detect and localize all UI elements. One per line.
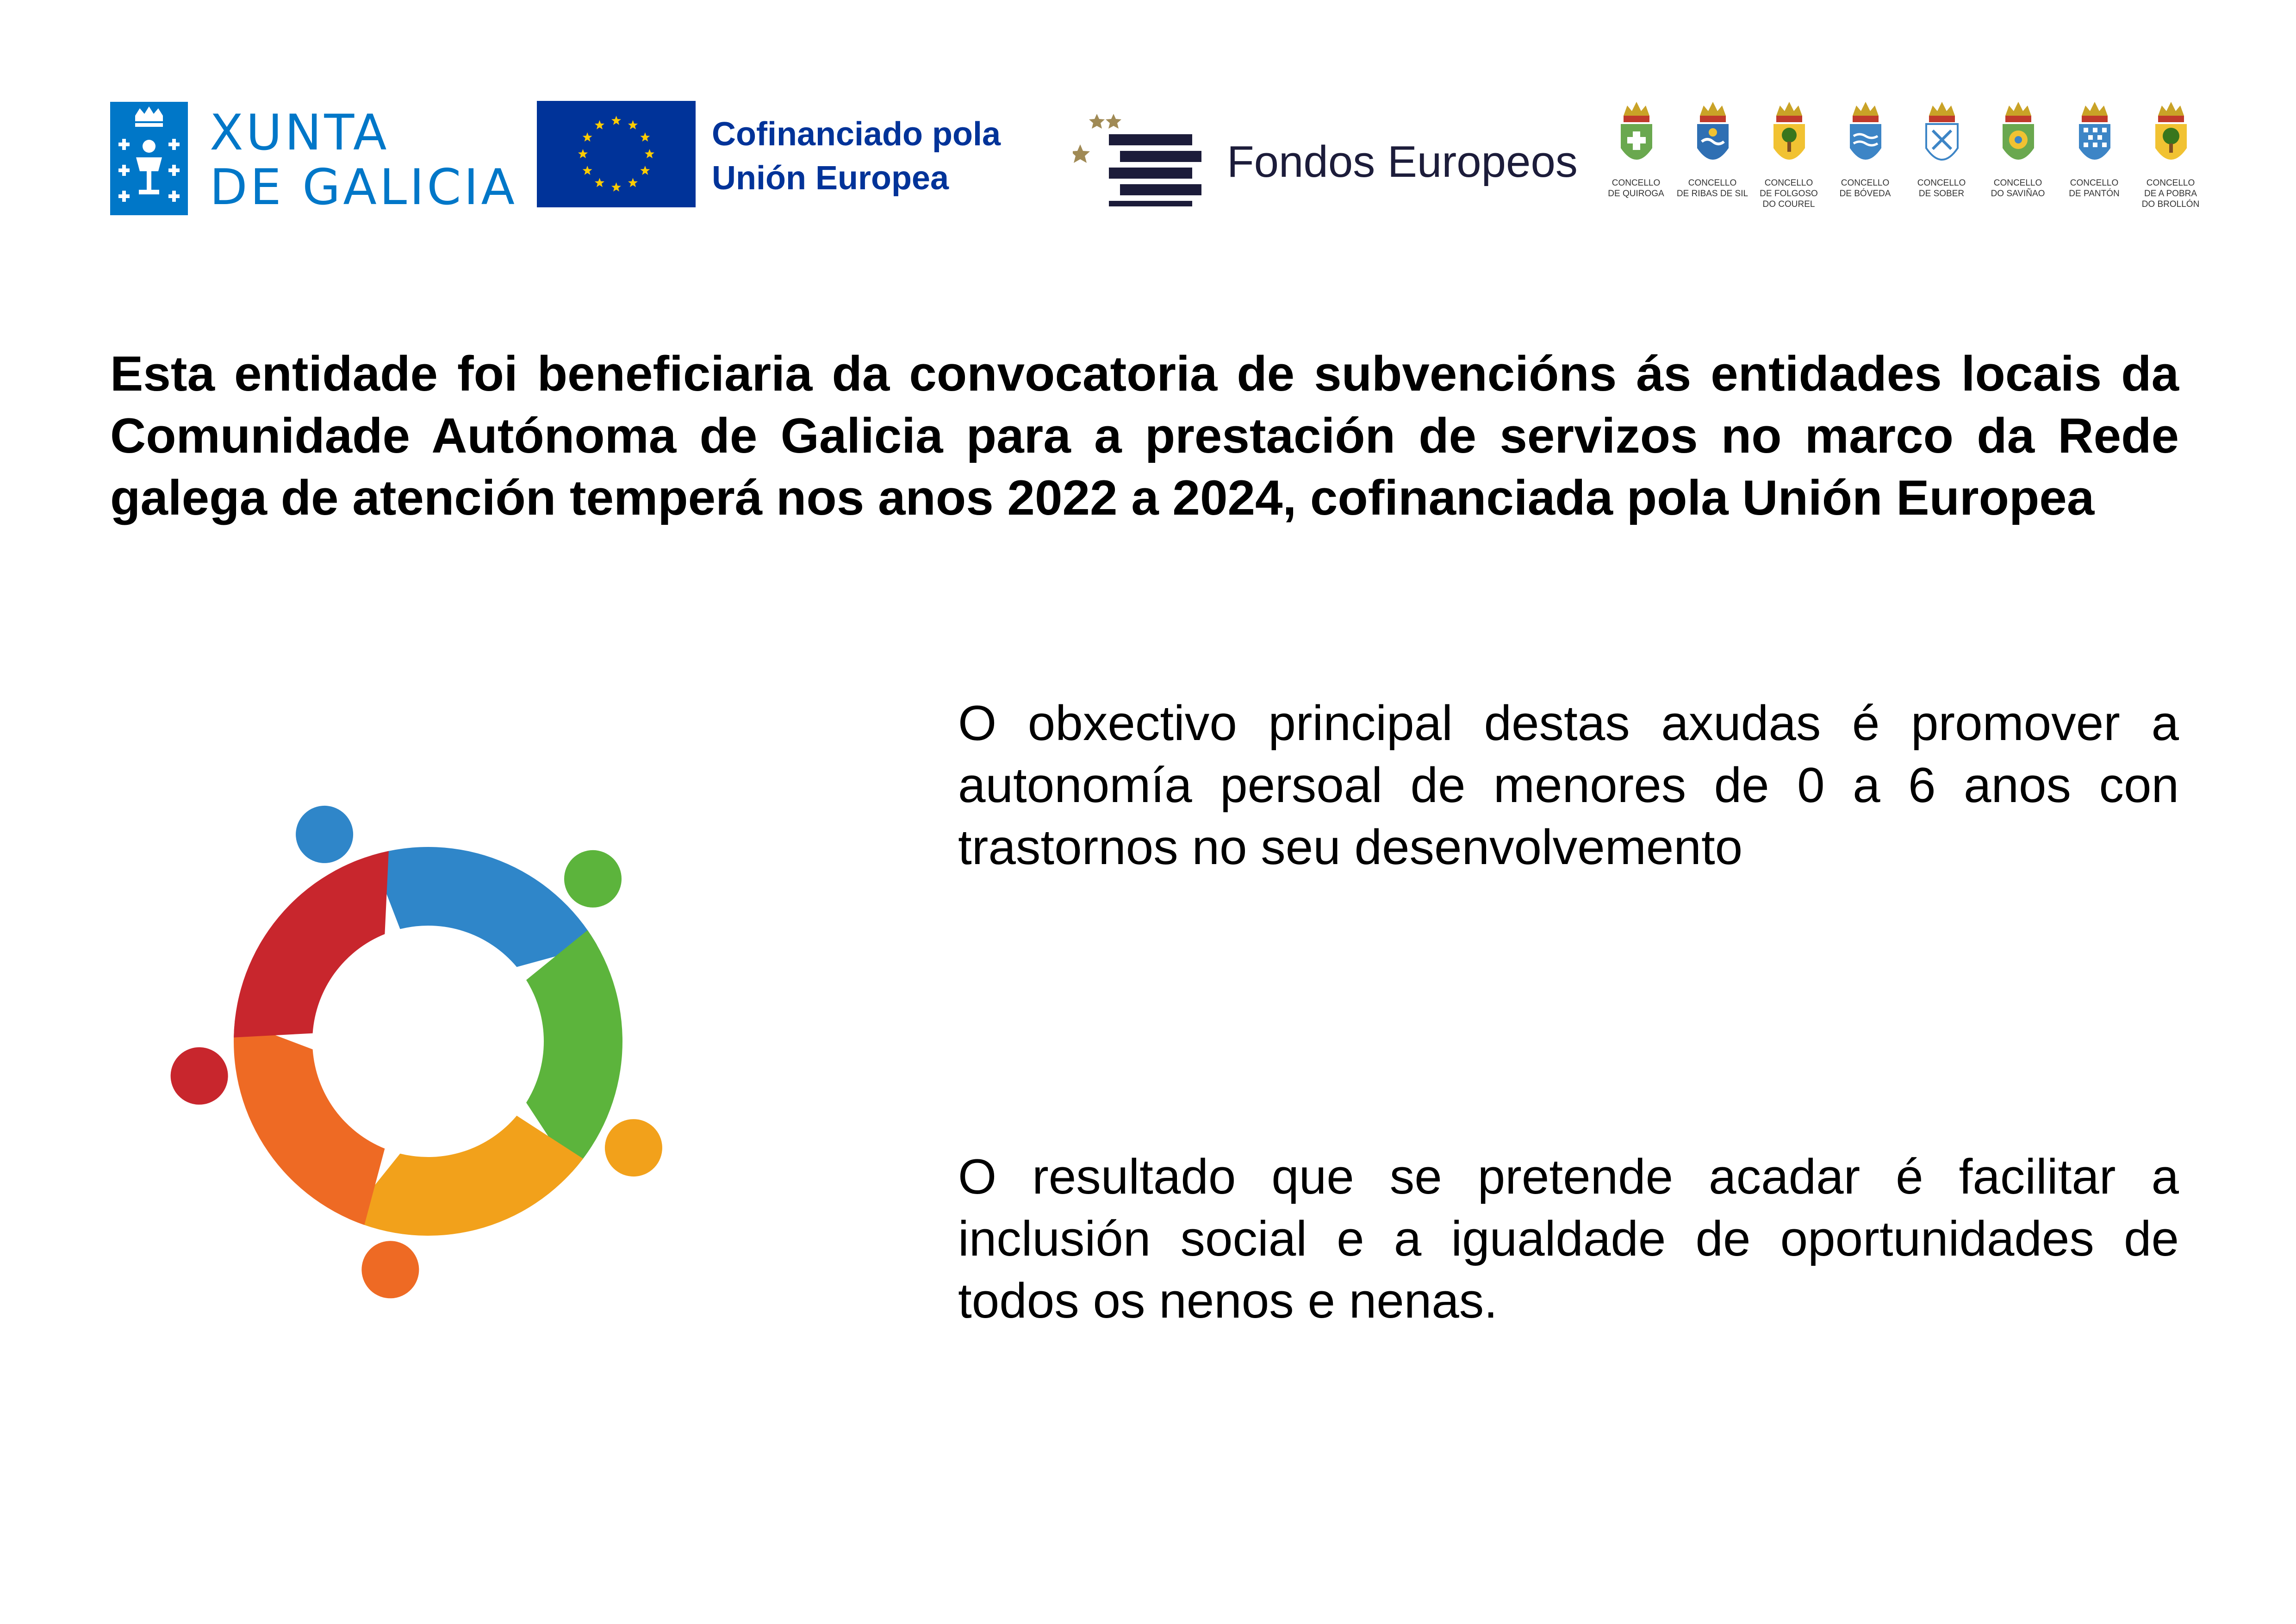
result-paragraph: O resultado que se pretende acadar é facilitar a inclusión social e a igualdade de oportunidades de todos os nenos e nenas. [958,1149,2179,1328]
eu-line2: Unión Europea [712,160,949,197]
xunta-line2: DE GALICIA [210,159,518,216]
eu-wordmark [712,112,1001,200]
xunta-wordmark [210,106,517,215]
eu-flag-icon [537,101,696,207]
concello-ribas-de-sil [1678,97,1747,218]
folgoso-do-courel-coat-of-arms-icon [1771,97,1808,174]
person-head [564,850,622,908]
fondos-europeos-wordmark: Fondos Europeos [1227,137,1578,187]
concello-boveda [1830,97,1900,218]
objective-paragraph: O obxectivo principal destas axudas é promover a autonomía persoal de menores de 0 a 6 anos con trastornos no seu desenvolvemento [958,695,2179,875]
fondos-europeos-emblem-icon [1073,111,1212,208]
fondos-europeos-logo [1073,111,1587,208]
concello-folgoso-do-courel-label: CONCELLO DE FOLGOSO DO COUREL [1760,178,1818,209]
concello-quiroga-label: CONCELLO DE QUIROGA [1608,178,1664,199]
beneficiary-statement: Esta entidade foi beneficiaria da convocatoria de subvencións ás entidades locais da Comunidade Autónoma de Galicia para a prestación de servizos no marco da Rede galega de atención temperá nos anos 2022 a 2024, cofinanciada pola Unión Europea [110,346,2179,525]
ribas-de-sil-coat-of-arms-icon [1694,97,1731,174]
eu-cofinanced-logo [537,101,1041,207]
sober-coat-of-arms-icon [1923,97,1960,174]
concello-panton [2060,97,2129,218]
concello-boveda-label: CONCELLO DE BÓVEDA [1839,178,1891,199]
boveda-coat-of-arms-icon [1847,97,1884,174]
people-circle-illustration [106,720,750,1363]
concello-a-pobra-do-brollon-label: CONCELLO DE A POBRA DO BROLLÓN [2141,178,2200,209]
person-figure [194,993,461,1310]
quiroga-coat-of-arms-icon [1618,97,1655,174]
xunta-emblem-icon [110,102,188,215]
person-figure [334,1076,670,1267]
concello-a-pobra-do-brollon [2136,97,2205,218]
person-head [288,798,361,871]
savinao-coat-of-arms-icon [2000,97,2037,174]
concello-sober [1907,97,1976,218]
concello-folgoso-do-courel [1754,97,1823,218]
eu-line1: Cofinanciado pola [712,116,1001,153]
xunta-de-galicia-logo [110,102,518,216]
panton-coat-of-arms-icon [2076,97,2113,174]
concellos-logos [1601,97,2212,218]
person-head [350,1230,430,1310]
person-head [159,1036,239,1116]
concello-panton-label: CONCELLO DE PANTÓN [2069,178,2120,199]
concello-savinao-label: CONCELLO DO SAVIÑAO [1991,178,2045,199]
xunta-line1: XUNTA [210,104,390,161]
concello-ribas-de-sil-label: CONCELLO DE RIBAS DE SIL [1676,178,1748,199]
concello-savinao [1983,97,2053,218]
person-head [597,1112,670,1184]
concello-sober-label: CONCELLO DE SOBER [1917,178,1966,199]
concello-quiroga [1601,97,1671,218]
a-pobra-do-brollon-coat-of-arms-icon [2153,97,2190,174]
